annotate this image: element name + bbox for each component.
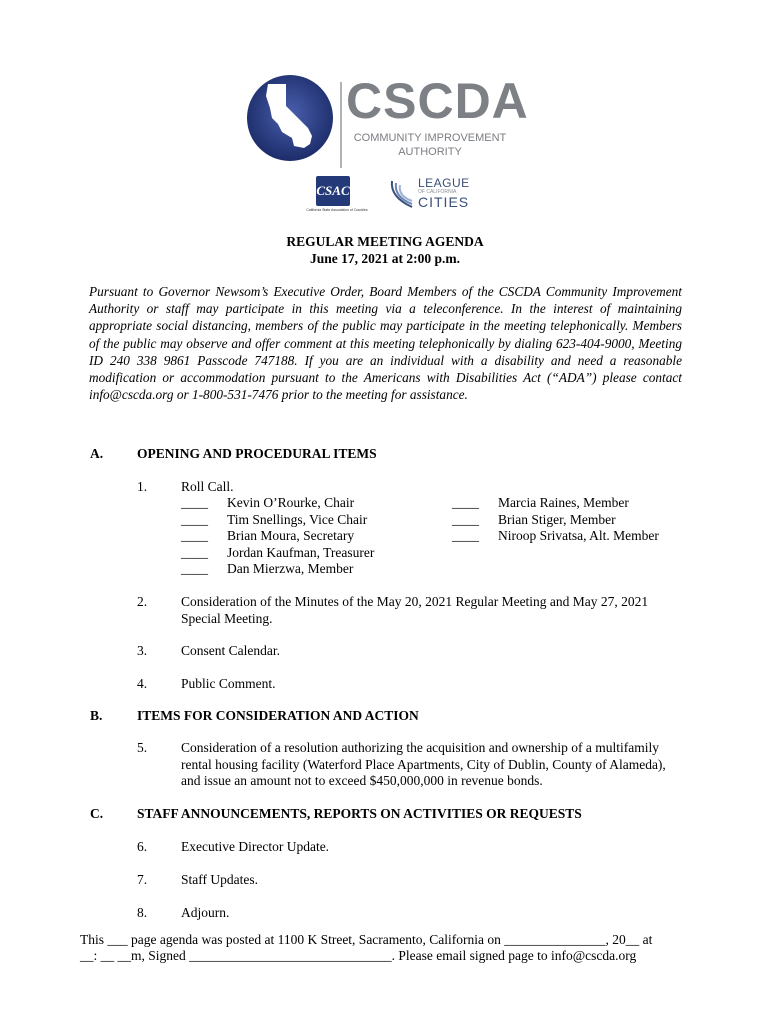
section-a-letter: A. — [90, 446, 104, 461]
posting-statement-line2: __: __ __m, Signed ______________________________. Please email signed page to info@cscda.org — [80, 948, 637, 963]
league-swoosh-icon — [388, 179, 414, 209]
item-1-number: 1. — [137, 479, 148, 494]
item-5-text: Consideration of a resolution authorizing the acquisition and ownership of a multifamily rental housing facility (Waterford Place Apartments, City of Dublin, County of Alameda), and issue an amount not to exceed $450,000,000 in revenue bonds. — [181, 740, 666, 789]
roll-call-name: Brian Stiger, Member — [498, 511, 616, 527]
section-c-letter: C. — [90, 806, 104, 821]
roll-call-name: Marcia Raines, Member — [498, 495, 629, 510]
roll-call-name: Jordan Kaufman, Treasurer — [227, 544, 375, 560]
item-4-text: Public Comment. — [181, 676, 276, 691]
roll-call-row — [181, 528, 441, 545]
league-of-california: OF CALIFORNIA — [418, 189, 457, 195]
roll-call-row — [452, 495, 692, 512]
brand-subtitle-line2: AUTHORITY — [398, 146, 462, 158]
logo-divider — [340, 82, 342, 168]
item-5-number: 5. — [137, 740, 148, 755]
item-8-number: 8. — [137, 905, 148, 920]
league-word: LEAGUE — [418, 176, 470, 190]
roll-call-row — [181, 545, 441, 562]
roll-call-blank: ____ — [452, 495, 479, 510]
intro-paragraph: Pursuant to Governor Newsom’s Executive Order, Board Members of the CSCDA Community Improvement Authority or staff may participate in this meeting via a teleconference. In the interest of maintaining appropriate social distancing, members of the public may participate in the meeting telephonically. Members of the public may observe and offer comment at this meeting telephonically by dialing 623-404-9000, Meeting ID 240 338 9861 Passcode 747188. If you are an individual with a disability and need a reasonable modification or accommodation pursuant to the Americans with Disabilities Act (“ADA”) please contact info@cscda.org or 1-800-531-7476 prior to the meeting for assistance. — [89, 284, 682, 403]
item-7-text: Staff Updates. — [181, 872, 258, 887]
item-2-text: Consideration of the Minutes of the May 20, 2021 Regular Meeting and May 27, 2021 Special Meeting. — [181, 594, 649, 626]
roll-call-blank: ____ — [181, 561, 208, 576]
cscda-logo — [246, 73, 529, 174]
california-seal-icon — [246, 74, 334, 162]
item-3-number: 3. — [137, 643, 148, 658]
roll-call-blank: ____ — [181, 495, 208, 510]
roll-call-row — [452, 512, 692, 529]
roll-call-name: Tim Snellings, Vice Chair — [227, 511, 368, 527]
csac-logo — [296, 176, 378, 214]
roll-call-right — [452, 495, 692, 545]
roll-call-blank: ____ — [452, 511, 479, 527]
roll-call-blank: ____ — [181, 544, 208, 560]
section-c-title: STAFF ANNOUNCEMENTS, REPORTS ON ACTIVITIES OR REQUESTS — [137, 806, 582, 821]
item-6-text: Executive Director Update. — [181, 839, 330, 854]
brand-name: CSCDA — [346, 73, 529, 129]
section-b-title: ITEMS FOR CONSIDERATION AND ACTION — [137, 708, 419, 723]
roll-call-row — [452, 528, 692, 545]
roll-call-blank: ____ — [452, 528, 479, 543]
csac-subtitle: California State Association of Counties — [306, 208, 368, 212]
item-1-text: Roll Call. — [181, 479, 234, 494]
posting-statement-line1: This ___ page agenda was posted at 1100 K Street, Sacramento, California on _______________, 20__ at — [80, 932, 653, 947]
roll-call-row — [181, 561, 441, 578]
roll-call-name: Brian Moura, Secretary — [227, 528, 355, 543]
brand-subtitle — [346, 131, 514, 159]
item-8-text: Adjourn. — [181, 905, 230, 920]
item-7-number: 7. — [137, 872, 148, 887]
section-b-letter: B. — [90, 708, 103, 723]
item-6-number: 6. — [137, 839, 148, 854]
roll-call-name: Kevin O’Rourke, Chair — [227, 495, 355, 510]
roll-call-row — [181, 512, 441, 529]
roll-call-row — [181, 495, 441, 512]
roll-call-name: Niroop Srivatsa, Alt. Member — [498, 528, 659, 543]
roll-call-left — [181, 495, 441, 578]
brand-subtitle-line1: COMMUNITY IMPROVEMENT — [353, 132, 507, 144]
section-a-title: OPENING AND PROCEDURAL ITEMS — [137, 446, 377, 461]
item-2-number: 2. — [137, 594, 148, 609]
agenda-date: June 17, 2021 at 2:00 p.m. — [309, 251, 460, 266]
item-4-number: 4. — [137, 676, 148, 691]
csac-mark: CSAC — [316, 176, 350, 206]
league-cities: CITIES — [418, 194, 470, 210]
roll-call-blank: ____ — [181, 528, 208, 543]
roll-call-name: Dan Mierzwa, Member — [227, 561, 354, 576]
agenda-title: REGULAR MEETING AGENDA — [286, 234, 484, 249]
league-logo — [388, 177, 478, 213]
roll-call-blank: ____ — [181, 511, 208, 527]
item-3-text: Consent Calendar. — [181, 643, 280, 658]
